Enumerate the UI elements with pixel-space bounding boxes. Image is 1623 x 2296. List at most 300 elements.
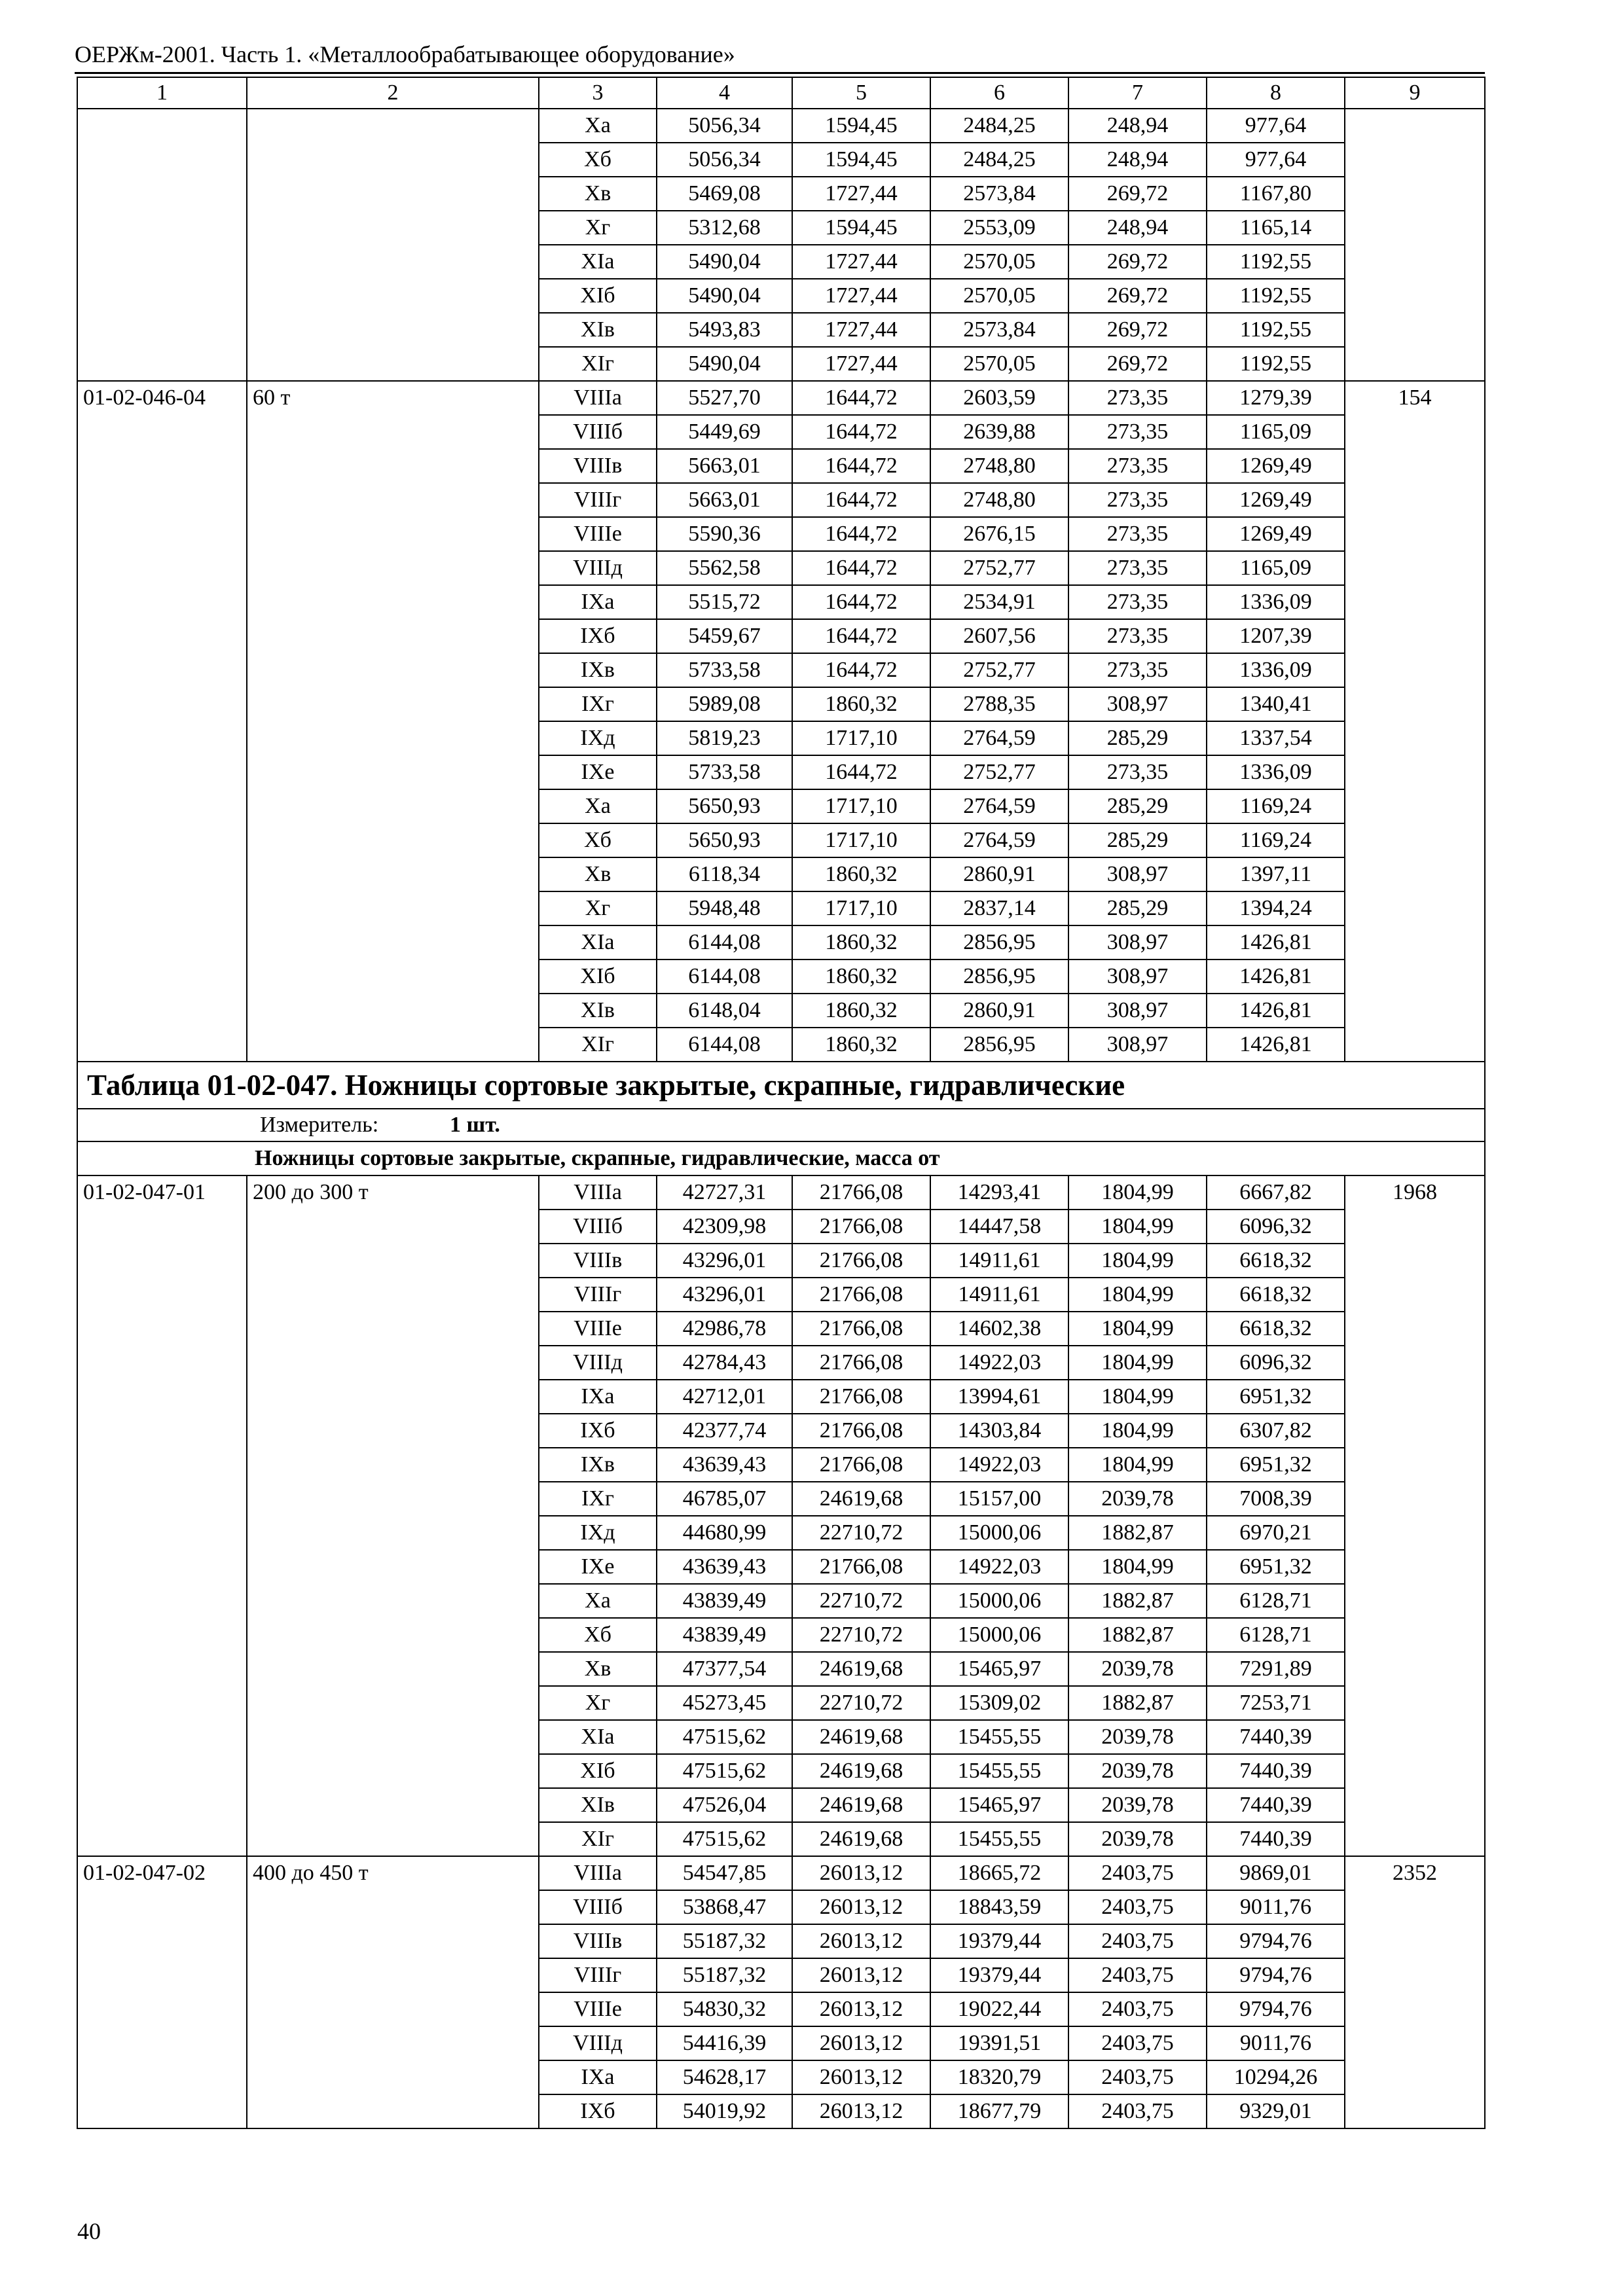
position-code: 01-02-047-01 (77, 1175, 247, 1856)
column-9-value: 154 (1345, 381, 1485, 1062)
value-cell: 5493,83 (657, 313, 792, 347)
table-group-continued (77, 109, 1485, 381)
zone-cell: IXa (539, 1380, 657, 1414)
value-cell: 1644,72 (792, 653, 930, 687)
value-cell: 6951,32 (1207, 1550, 1345, 1584)
value-cell: 22710,72 (792, 1618, 930, 1652)
position-code: 01-02-047-02 (77, 1856, 247, 2128)
column-9-value: 2352 (1345, 1856, 1485, 2128)
column-number-row (77, 77, 1485, 109)
value-cell: 5056,34 (657, 143, 792, 177)
value-cell: 1882,87 (1068, 1516, 1207, 1550)
value-cell: 1594,45 (792, 109, 930, 143)
table-row (77, 1856, 1485, 1890)
value-cell: 1727,44 (792, 245, 930, 279)
position-code: 01-02-046-04 (77, 381, 247, 1062)
value-cell: 18320,79 (930, 2060, 1068, 2094)
zone-cell: XIa (539, 1720, 657, 1754)
value-cell: 14293,41 (930, 1175, 1068, 1210)
value-cell: 2403,75 (1068, 1856, 1207, 1890)
value-cell: 21766,08 (792, 1312, 930, 1346)
table-row (77, 109, 1485, 143)
value-cell: 2837,14 (930, 891, 1068, 925)
value-cell: 15000,06 (930, 1516, 1068, 1550)
value-cell: 273,35 (1068, 653, 1207, 687)
zone-cell: IXв (539, 653, 657, 687)
value-cell: 5312,68 (657, 211, 792, 245)
value-cell: 1727,44 (792, 177, 930, 211)
value-cell: 1169,24 (1207, 789, 1345, 823)
value-cell: 248,94 (1068, 109, 1207, 143)
value-cell: 43639,43 (657, 1550, 792, 1584)
value-cell: 1860,32 (792, 857, 930, 891)
table-title: Таблица 01-02-047. Ножницы сортовые закрытые, скрапные, гидравлические (77, 1062, 1485, 1109)
value-cell: 2039,78 (1068, 1720, 1207, 1754)
zone-cell: VIIIa (539, 1175, 657, 1210)
value-cell: 5056,34 (657, 109, 792, 143)
value-cell: 1644,72 (792, 551, 930, 585)
value-cell: 15000,06 (930, 1618, 1068, 1652)
value-cell: 7440,39 (1207, 1720, 1345, 1754)
zone-cell: Xa (539, 789, 657, 823)
value-cell: 1860,32 (792, 994, 930, 1028)
value-cell: 15465,97 (930, 1652, 1068, 1686)
value-cell: 1860,32 (792, 925, 930, 960)
value-cell: 2039,78 (1068, 1788, 1207, 1822)
value-cell: 21766,08 (792, 1550, 930, 1584)
value-cell: 6618,32 (1207, 1244, 1345, 1278)
value-cell: 2403,75 (1068, 1890, 1207, 1924)
position-name: 400 до 450 т (247, 1856, 539, 2128)
value-cell: 46785,07 (657, 1482, 792, 1516)
value-cell: 6951,32 (1207, 1380, 1345, 1414)
value-cell: 2553,09 (930, 211, 1068, 245)
zone-cell: Xб (539, 1618, 657, 1652)
value-cell: 15455,55 (930, 1720, 1068, 1754)
zone-cell: Xг (539, 1686, 657, 1720)
value-cell: 2764,59 (930, 789, 1068, 823)
value-cell: 2573,84 (930, 177, 1068, 211)
value-cell: 5663,01 (657, 449, 792, 483)
page-number: 40 (77, 2218, 101, 2244)
value-cell: 1426,81 (1207, 960, 1345, 994)
value-cell: 2570,05 (930, 245, 1068, 279)
value-cell: 21766,08 (792, 1244, 930, 1278)
value-cell: 24619,68 (792, 1822, 930, 1856)
value-cell: 14303,84 (930, 1414, 1068, 1448)
value-cell: 1165,09 (1207, 551, 1345, 585)
value-cell: 1165,09 (1207, 415, 1345, 449)
value-cell: 5527,70 (657, 381, 792, 415)
zone-cell: IXб (539, 619, 657, 653)
value-cell: 2484,25 (930, 109, 1068, 143)
value-cell: 22710,72 (792, 1584, 930, 1618)
value-cell: 2856,95 (930, 925, 1068, 960)
table-row (77, 381, 1485, 415)
header-rule (75, 72, 1485, 74)
zone-cell: Xa (539, 1584, 657, 1618)
value-cell: 2748,80 (930, 483, 1068, 517)
page-header: ОЕРЖм-2001. Часть 1. «Металлообрабатывающее оборудование» (75, 41, 735, 67)
zone-cell: IXг (539, 687, 657, 721)
value-cell: 248,94 (1068, 211, 1207, 245)
value-cell: 43839,49 (657, 1618, 792, 1652)
zone-cell: VIIIв (539, 1244, 657, 1278)
value-cell: 15455,55 (930, 1754, 1068, 1788)
zone-cell: VIIIб (539, 1890, 657, 1924)
column-number: 7 (1068, 77, 1207, 109)
value-cell: 308,97 (1068, 960, 1207, 994)
value-cell: 54830,32 (657, 1992, 792, 2026)
value-cell: 6096,32 (1207, 1210, 1345, 1244)
value-cell: 9011,76 (1207, 2026, 1345, 2060)
value-cell: 2752,77 (930, 551, 1068, 585)
zone-cell: VIIIe (539, 517, 657, 551)
value-cell: 24619,68 (792, 1482, 930, 1516)
zone-cell: Xб (539, 823, 657, 857)
zone-cell: VIIIa (539, 1856, 657, 1890)
value-cell: 15455,55 (930, 1822, 1068, 1856)
value-cell: 5733,58 (657, 755, 792, 789)
zone-cell: VIIIг (539, 483, 657, 517)
value-cell: 2752,77 (930, 755, 1068, 789)
zone-cell: IXe (539, 1550, 657, 1584)
value-cell: 14911,61 (930, 1244, 1068, 1278)
value-cell: 1644,72 (792, 517, 930, 551)
value-cell: 43839,49 (657, 1584, 792, 1618)
value-cell: 1804,99 (1068, 1312, 1207, 1346)
measure-cell (77, 1109, 1485, 1141)
value-cell: 1882,87 (1068, 1584, 1207, 1618)
value-cell: 43296,01 (657, 1278, 792, 1312)
value-cell: 14922,03 (930, 1448, 1068, 1482)
value-cell: 2676,15 (930, 517, 1068, 551)
zone-cell: VIIIв (539, 1924, 657, 1958)
value-cell: 21766,08 (792, 1278, 930, 1312)
value-cell: 14447,58 (930, 1210, 1068, 1244)
table-title-row (77, 1062, 1485, 1109)
value-cell: 1717,10 (792, 721, 930, 755)
value-cell: 1804,99 (1068, 1244, 1207, 1278)
zone-cell: VIIIд (539, 1346, 657, 1380)
value-cell: 269,72 (1068, 313, 1207, 347)
value-cell: 248,94 (1068, 143, 1207, 177)
value-cell: 19379,44 (930, 1958, 1068, 1992)
value-cell: 7440,39 (1207, 1822, 1345, 1856)
value-cell: 5590,36 (657, 517, 792, 551)
position-name (247, 109, 539, 381)
value-cell: 308,97 (1068, 994, 1207, 1028)
value-cell: 6667,82 (1207, 1175, 1345, 1210)
zone-cell: VIIIб (539, 415, 657, 449)
value-cell: 9794,76 (1207, 1992, 1345, 2026)
value-cell: 2607,56 (930, 619, 1068, 653)
value-cell: 26013,12 (792, 1992, 930, 2026)
value-cell: 269,72 (1068, 347, 1207, 381)
value-cell: 7440,39 (1207, 1754, 1345, 1788)
value-cell: 7253,71 (1207, 1686, 1345, 1720)
zone-cell: IXб (539, 2094, 657, 2128)
value-cell: 5515,72 (657, 585, 792, 619)
value-cell: 977,64 (1207, 143, 1345, 177)
zone-cell: IXд (539, 1516, 657, 1550)
value-cell: 2403,75 (1068, 1958, 1207, 1992)
value-cell: 21766,08 (792, 1210, 930, 1244)
value-cell: 21766,08 (792, 1448, 930, 1482)
value-cell: 977,64 (1207, 109, 1345, 143)
value-cell: 44680,99 (657, 1516, 792, 1550)
table-subtitle: Ножницы сортовые закрытые, скрапные, гидравлические, масса от (77, 1141, 1485, 1175)
value-cell: 5490,04 (657, 279, 792, 313)
value-cell: 1804,99 (1068, 1175, 1207, 1210)
value-cell: 5490,04 (657, 245, 792, 279)
column-number: 5 (792, 77, 930, 109)
value-cell: 273,35 (1068, 551, 1207, 585)
column-number: 1 (77, 77, 247, 109)
value-cell: 6144,08 (657, 925, 792, 960)
value-cell: 7440,39 (1207, 1788, 1345, 1822)
value-cell: 5562,58 (657, 551, 792, 585)
value-cell: 308,97 (1068, 857, 1207, 891)
value-cell: 2403,75 (1068, 1924, 1207, 1958)
position-code (77, 109, 247, 381)
value-cell: 9869,01 (1207, 1856, 1345, 1890)
measure-value: 1 шт. (450, 1113, 500, 1137)
zone-cell: XIв (539, 313, 657, 347)
position-name: 200 до 300 т (247, 1175, 539, 1856)
value-cell: 9794,76 (1207, 1924, 1345, 1958)
value-cell: 1192,55 (1207, 279, 1345, 313)
column-number: 8 (1207, 77, 1345, 109)
zone-cell: XIв (539, 994, 657, 1028)
value-cell: 5469,08 (657, 177, 792, 211)
value-cell: 285,29 (1068, 789, 1207, 823)
value-cell: 1594,45 (792, 211, 930, 245)
value-cell: 43639,43 (657, 1448, 792, 1482)
value-cell: 14922,03 (930, 1346, 1068, 1380)
value-cell: 42712,01 (657, 1380, 792, 1414)
value-cell: 273,35 (1068, 381, 1207, 415)
zone-cell: VIIIб (539, 1210, 657, 1244)
value-cell: 19391,51 (930, 2026, 1068, 2060)
value-cell: 54628,17 (657, 2060, 792, 2094)
value-cell: 1882,87 (1068, 1618, 1207, 1652)
value-cell: 2573,84 (930, 313, 1068, 347)
zone-cell: VIIIe (539, 1312, 657, 1346)
value-cell: 5819,23 (657, 721, 792, 755)
value-cell: 42986,78 (657, 1312, 792, 1346)
value-cell: 9329,01 (1207, 2094, 1345, 2128)
value-cell: 26013,12 (792, 1890, 930, 1924)
value-cell: 6144,08 (657, 1028, 792, 1062)
value-cell: 9011,76 (1207, 1890, 1345, 1924)
value-cell: 2534,91 (930, 585, 1068, 619)
column-9-value (1345, 109, 1485, 381)
value-cell: 1426,81 (1207, 925, 1345, 960)
value-cell: 1804,99 (1068, 1448, 1207, 1482)
value-cell: 308,97 (1068, 687, 1207, 721)
value-cell: 1860,32 (792, 1028, 930, 1062)
value-cell: 5459,67 (657, 619, 792, 653)
value-cell: 1804,99 (1068, 1550, 1207, 1584)
zone-cell: IXб (539, 1414, 657, 1448)
value-cell: 1644,72 (792, 619, 930, 653)
value-cell: 5733,58 (657, 653, 792, 687)
value-cell: 1426,81 (1207, 994, 1345, 1028)
value-cell: 10294,26 (1207, 2060, 1345, 2094)
value-cell: 26013,12 (792, 1958, 930, 1992)
zone-cell: VIIIг (539, 1278, 657, 1312)
value-cell: 42727,31 (657, 1175, 792, 1210)
value-cell: 1269,49 (1207, 449, 1345, 483)
value-cell: 6096,32 (1207, 1346, 1345, 1380)
zone-cell: IXa (539, 585, 657, 619)
value-cell: 1717,10 (792, 823, 930, 857)
zone-cell: VIIIa (539, 381, 657, 415)
value-cell: 47526,04 (657, 1788, 792, 1822)
value-cell: 1717,10 (792, 789, 930, 823)
value-cell: 1727,44 (792, 347, 930, 381)
value-cell: 1336,09 (1207, 653, 1345, 687)
value-cell: 1394,24 (1207, 891, 1345, 925)
value-cell: 47515,62 (657, 1720, 792, 1754)
value-cell: 5948,48 (657, 891, 792, 925)
table-head (77, 77, 1485, 109)
value-cell: 1337,54 (1207, 721, 1345, 755)
value-cell: 1397,11 (1207, 857, 1345, 891)
value-cell: 1192,55 (1207, 347, 1345, 381)
value-cell: 22710,72 (792, 1516, 930, 1550)
value-cell: 47515,62 (657, 1822, 792, 1856)
value-cell: 2860,91 (930, 857, 1068, 891)
zone-cell: XIг (539, 1028, 657, 1062)
value-cell: 285,29 (1068, 891, 1207, 925)
value-cell: 269,72 (1068, 177, 1207, 211)
value-cell: 42784,43 (657, 1346, 792, 1380)
zone-cell: Xa (539, 109, 657, 143)
value-cell: 1167,80 (1207, 177, 1345, 211)
value-cell: 269,72 (1068, 279, 1207, 313)
value-cell: 1644,72 (792, 585, 930, 619)
column-number: 6 (930, 77, 1068, 109)
value-cell: 7008,39 (1207, 1482, 1345, 1516)
value-cell: 2039,78 (1068, 1754, 1207, 1788)
value-cell: 2788,35 (930, 687, 1068, 721)
measure-row (77, 1109, 1485, 1141)
value-cell: 1644,72 (792, 415, 930, 449)
value-cell: 54019,92 (657, 2094, 792, 2128)
value-cell: 5490,04 (657, 347, 792, 381)
value-cell: 2764,59 (930, 823, 1068, 857)
value-cell: 47515,62 (657, 1754, 792, 1788)
value-cell: 6144,08 (657, 960, 792, 994)
value-cell: 7291,89 (1207, 1652, 1345, 1686)
value-cell: 6128,71 (1207, 1618, 1345, 1652)
value-cell: 2403,75 (1068, 2060, 1207, 2094)
zone-cell: VIIIд (539, 551, 657, 585)
value-cell: 24619,68 (792, 1720, 930, 1754)
value-cell: 273,35 (1068, 415, 1207, 449)
value-cell: 2403,75 (1068, 2026, 1207, 2060)
zone-cell: Xб (539, 143, 657, 177)
value-cell: 15000,06 (930, 1584, 1068, 1618)
value-cell: 2484,25 (930, 143, 1068, 177)
subtitle-row (77, 1141, 1485, 1175)
value-cell: 1804,99 (1068, 1278, 1207, 1312)
value-cell: 21766,08 (792, 1414, 930, 1448)
value-cell: 6618,32 (1207, 1278, 1345, 1312)
value-cell: 6118,34 (657, 857, 792, 891)
value-cell: 5663,01 (657, 483, 792, 517)
value-cell: 14602,38 (930, 1312, 1068, 1346)
zone-cell: Xв (539, 857, 657, 891)
zone-cell: Xв (539, 177, 657, 211)
value-cell: 273,35 (1068, 755, 1207, 789)
table-row (77, 1175, 1485, 1210)
value-cell: 2748,80 (930, 449, 1068, 483)
value-cell: 9794,76 (1207, 1958, 1345, 1992)
value-cell: 26013,12 (792, 1856, 930, 1890)
value-cell: 6618,32 (1207, 1312, 1345, 1346)
zone-cell: IXa (539, 2060, 657, 2094)
value-cell: 6970,21 (1207, 1516, 1345, 1550)
value-cell: 26013,12 (792, 2026, 930, 2060)
value-cell: 1192,55 (1207, 313, 1345, 347)
value-cell: 1192,55 (1207, 245, 1345, 279)
value-cell: 18665,72 (930, 1856, 1068, 1890)
value-cell: 19022,44 (930, 1992, 1068, 2026)
value-cell: 273,35 (1068, 517, 1207, 551)
value-cell: 1644,72 (792, 449, 930, 483)
value-cell: 1269,49 (1207, 517, 1345, 551)
value-cell: 2039,78 (1068, 1482, 1207, 1516)
zone-cell: VIIIд (539, 2026, 657, 2060)
value-cell: 2856,95 (930, 960, 1068, 994)
zone-cell: IXe (539, 755, 657, 789)
value-cell: 19379,44 (930, 1924, 1068, 1958)
value-cell: 42377,74 (657, 1414, 792, 1448)
value-cell: 24619,68 (792, 1788, 930, 1822)
value-cell: 6951,32 (1207, 1448, 1345, 1482)
value-cell: 273,35 (1068, 619, 1207, 653)
value-cell: 15157,00 (930, 1482, 1068, 1516)
value-cell: 1279,39 (1207, 381, 1345, 415)
value-cell: 2570,05 (930, 279, 1068, 313)
value-cell: 2039,78 (1068, 1822, 1207, 1856)
value-cell: 5449,69 (657, 415, 792, 449)
value-cell: 2764,59 (930, 721, 1068, 755)
value-cell: 1340,41 (1207, 687, 1345, 721)
value-cell: 1165,14 (1207, 211, 1345, 245)
value-cell: 2856,95 (930, 1028, 1068, 1062)
table-group-01-02-046-04 (77, 381, 1485, 1062)
value-cell: 43296,01 (657, 1244, 792, 1278)
value-cell: 2039,78 (1068, 1652, 1207, 1686)
value-cell: 6307,82 (1207, 1414, 1345, 1448)
value-cell: 53868,47 (657, 1890, 792, 1924)
value-cell: 1644,72 (792, 483, 930, 517)
value-cell: 2570,05 (930, 347, 1068, 381)
value-cell: 1207,39 (1207, 619, 1345, 653)
value-cell: 308,97 (1068, 1028, 1207, 1062)
value-cell: 273,35 (1068, 483, 1207, 517)
value-cell: 1882,87 (1068, 1686, 1207, 1720)
zone-cell: IXв (539, 1448, 657, 1482)
value-cell: 1727,44 (792, 279, 930, 313)
value-cell: 1269,49 (1207, 483, 1345, 517)
value-cell: 1804,99 (1068, 1414, 1207, 1448)
zone-cell: XIг (539, 1822, 657, 1856)
